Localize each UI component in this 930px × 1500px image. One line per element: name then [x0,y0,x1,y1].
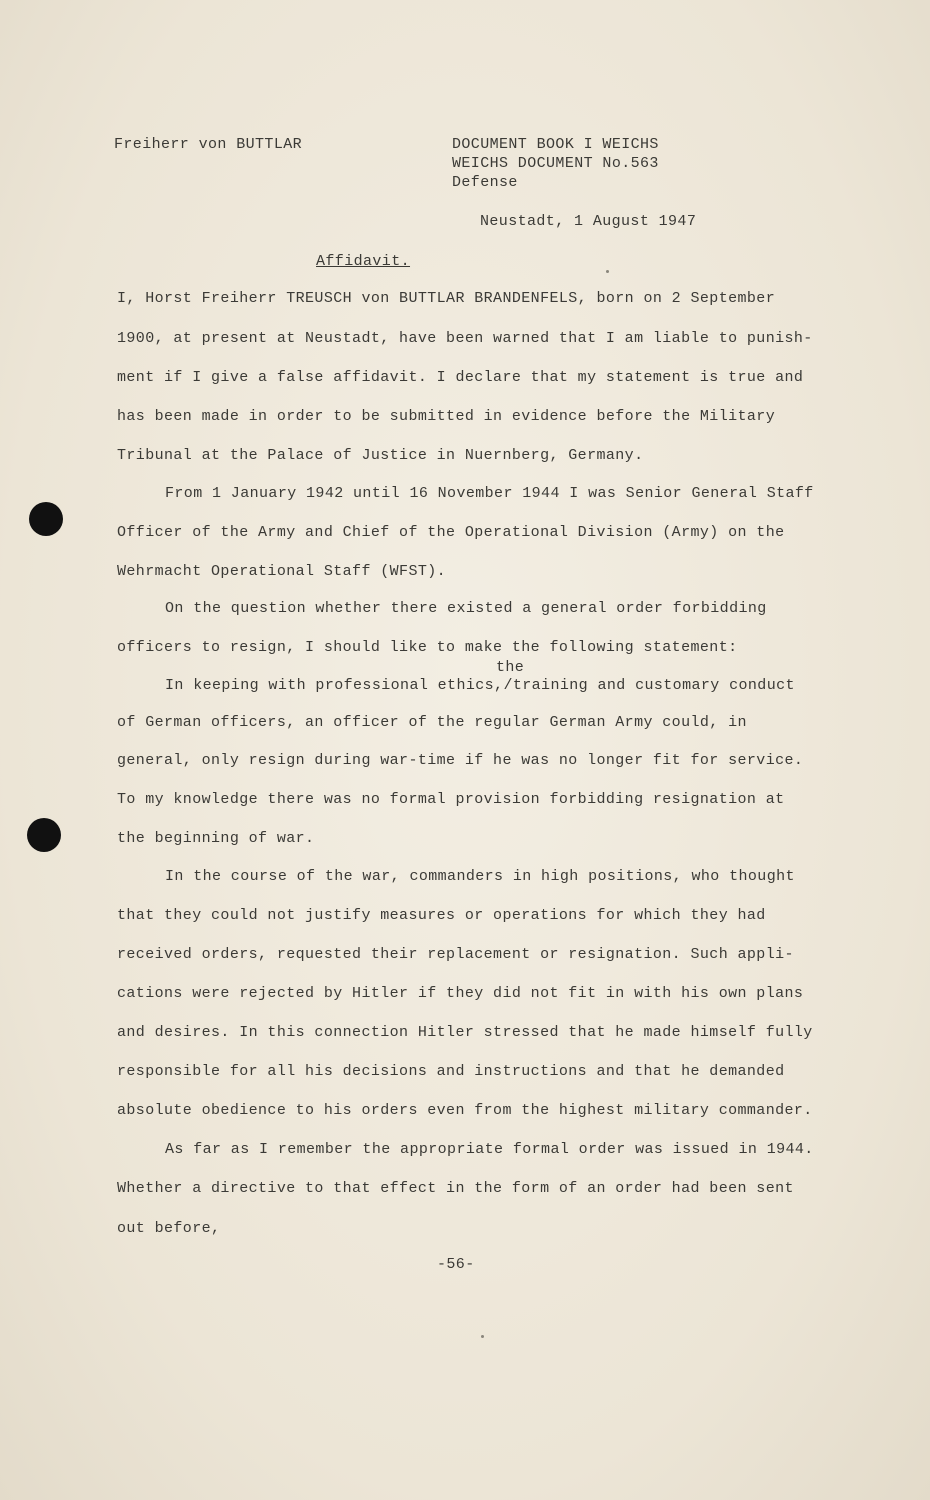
paper-speck [606,270,609,273]
place-date-line: Neustadt, 1 August 1947 [480,213,697,230]
body-line: responsible for all his decisions and instructions and that he demanded [117,1063,785,1080]
punch-hole-top [29,502,63,536]
body-line: ment if I give a false affidavit. I declare that my statement is true and [117,369,804,386]
body-line: that they could not justify measures or operations for which they had [117,907,766,924]
body-line: general, only resign during war-time if he was no longer fit for service. [117,752,804,769]
body-line: of German officers, an officer of the regular German Army could, in [117,714,747,731]
body-line: In the course of the war, commanders in high positions, who thought [165,868,795,885]
body-line: cations were rejected by Hitler if they did not fit in with his own plans [117,985,804,1002]
author-line: Freiherr von BUTTLAR [114,136,303,153]
body-line: has been made in order to be submitted in evidence before the Military [117,408,776,425]
punch-hole-bottom [27,818,61,852]
body-line: the beginning of war. [117,830,315,847]
body-line: out before, [117,1220,221,1237]
body-line: As far as I remember the appropriate formal order was issued in 1944. [165,1141,814,1158]
document-number-line: WEICHS DOCUMENT No.563 [452,155,659,172]
interlinear-insert: the [496,659,525,676]
body-line: On the question whether there existed a general order forbidding [165,600,767,617]
body-line: Wehrmacht Operational Staff (WFST). [117,563,447,580]
document-book-line: DOCUMENT BOOK I WEICHS [452,136,659,153]
body-line: In keeping with professional ethics,/training and customary conduct [165,677,795,694]
body-line: I, Horst Freiherr TREUSCH von BUTTLAR BRANDENFELS, born on 2 September [117,290,776,307]
body-line: and desires. In this connection Hitler stressed that he made himself fully [117,1024,813,1041]
page-number: -56- [437,1256,475,1273]
body-line: officers to resign, I should like to make the following statement: [117,639,738,656]
body-line: 1900, at present at Neustadt, have been warned that I am liable to punish- [117,330,813,347]
defense-line: Defense [452,174,518,191]
body-line: From 1 January 1942 until 16 November 1944 I was Senior General Staff [165,485,814,502]
body-line: absolute obedience to his orders even from the highest military commander. [117,1102,813,1119]
body-line: Whether a directive to that effect in the form of an order had been sent [117,1180,794,1197]
document-title: Affidavit. [316,253,411,270]
paper-speck [481,1335,484,1338]
body-line: received orders, requested their replacement or resignation. Such appli- [117,946,794,963]
body-line: Officer of the Army and Chief of the Operational Division (Army) on the [117,524,785,541]
body-line: Tribunal at the Palace of Justice in Nuernberg, Germany. [117,447,644,464]
body-line: To my knowledge there was no formal provision forbidding resignation at [117,791,785,808]
